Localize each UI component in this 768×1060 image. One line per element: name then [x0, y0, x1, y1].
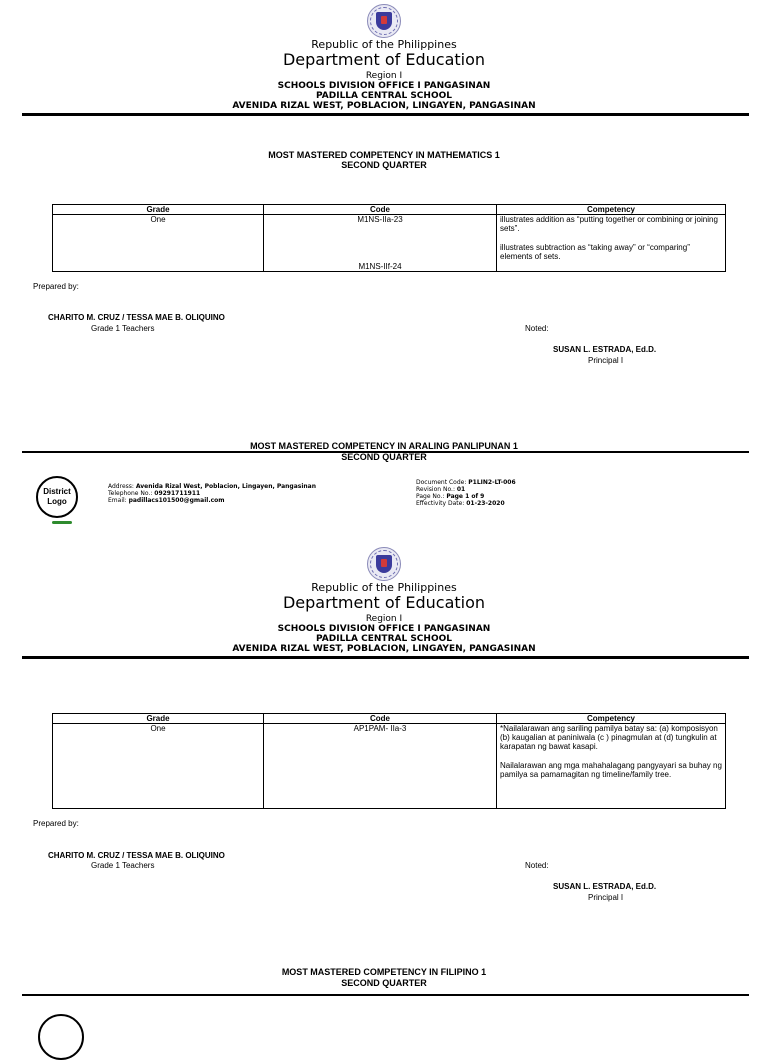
- school-address: AVENIDA RIZAL WEST, POBLACION, LINGAYEN, PANGASINAN: [232, 101, 536, 111]
- prepared-by-label: Prepared by:: [33, 282, 79, 291]
- deped-seal-icon: [367, 4, 401, 38]
- competency-text: *Nailalarawan ang sariling pamilya batay sa: (a) komposisyon (b) kaugalian at paniniwala (c ) pinagmulan at (d) tungkulin at karapatan ng bawat kasapi.: [500, 724, 718, 751]
- prepared-by-label: Prepared by:: [33, 819, 79, 828]
- next-doc-title: MOST MASTERED COMPETENCY IN FILIPINO 1: [281, 967, 487, 977]
- column-header: Code: [264, 205, 497, 215]
- teachers-name: CHARITO M. CRUZ / TESSA MAE B. OLIQUINO: [48, 851, 225, 860]
- page-divider: [22, 994, 749, 996]
- column-header: Competency: [497, 205, 726, 215]
- header-divider: [22, 656, 749, 659]
- principal-role: Principal I: [588, 893, 624, 902]
- school-label: PADILLA CENTRAL SCHOOL: [316, 634, 452, 644]
- next-doc-subtitle: SECOND QUARTER: [341, 452, 427, 462]
- noted-label: Noted:: [525, 324, 549, 333]
- table-row: [53, 724, 726, 809]
- teachers-role: Grade 1 Teachers: [91, 861, 155, 870]
- republic-label: Republic of the Philippines: [311, 581, 457, 594]
- region-label: Region I: [365, 71, 403, 81]
- department-title: Department of Education: [282, 50, 486, 69]
- footer-telephone: 09291711911: [154, 490, 201, 497]
- table-row: [53, 215, 726, 272]
- principal-role: Principal I: [588, 356, 624, 365]
- footer-email: padillacs101500@gmail.com: [128, 497, 225, 504]
- header-divider: [22, 113, 749, 116]
- district-logo-accent: [52, 521, 72, 524]
- code-cell: [264, 215, 497, 272]
- effectivity-date: 01-23-2020: [466, 500, 505, 507]
- competency-cell: [497, 215, 726, 272]
- doc-code: P1LIN2-LT-006: [468, 479, 516, 486]
- division-label: SCHOOLS DIVISION OFFICE I PANGASINAN: [277, 624, 491, 634]
- code-value: M1NS-IIf-24: [358, 262, 402, 271]
- district-logo-line: District: [43, 487, 71, 496]
- table-header-row: [53, 205, 726, 215]
- teachers-name: CHARITO M. CRUZ / TESSA MAE B. OLIQUINO: [48, 313, 225, 322]
- revision-no: 01: [456, 486, 466, 493]
- competency-table: [52, 204, 726, 272]
- footer-doc-info: Document Code: P1LIN2-LT-006 Revision No.: 01 Page No.: Page 1 of 9 Effectivity Date: 01-23-2020: [416, 479, 516, 507]
- division-label: SCHOOLS DIVISION OFFICE I PANGASINAN: [277, 81, 491, 91]
- doc-subtitle: SECOND QUARTER: [341, 160, 427, 170]
- next-doc-subtitle: SECOND QUARTER: [341, 978, 427, 988]
- table-header-row: [53, 714, 726, 724]
- principal-name: SUSAN L. ESTRADA, Ed.D.: [553, 345, 657, 354]
- grade-cell: One: [53, 215, 264, 272]
- next-doc-title: MOST MASTERED COMPETENCY IN ARALING PANLIPUNAN 1: [250, 441, 518, 451]
- column-header: Grade: [53, 205, 264, 215]
- doc-title: MOST MASTERED COMPETENCY IN MATHEMATICS 1: [268, 150, 500, 160]
- principal-name: SUSAN L. ESTRADA, Ed.D.: [553, 882, 657, 891]
- page-no: Page 1 of 9: [446, 493, 485, 500]
- competency-text: illustrates subtraction as “taking away” or “comparing” elements of sets.: [500, 243, 690, 261]
- competency-text: Nailalarawan ang mga mahahalagang pangyayari sa buhay ng pamilya sa pamamagitan ng timeline/family tree.: [500, 761, 722, 779]
- republic-label: Republic of the Philippines: [311, 38, 457, 51]
- code-cell: AP1PAM- IIa-3: [264, 724, 497, 809]
- department-title: Department of Education: [282, 593, 486, 612]
- column-header: Competency: [497, 714, 726, 724]
- deped-seal-icon: [367, 547, 401, 581]
- district-logo-line: Logo: [47, 497, 67, 506]
- region-label: Region I: [365, 614, 403, 624]
- district-logo: [36, 476, 78, 518]
- column-header: Code: [264, 714, 497, 724]
- footer-contact: Address: Avenida Rizal West, Poblacion, Lingayen, Pangasinan Telephone No.: 09291711911 Email: padillacs101500@gmail.com: [108, 483, 316, 504]
- code-value: M1NS-IIa-23: [357, 215, 403, 224]
- competency-cell: [497, 724, 726, 809]
- grade-cell: One: [53, 724, 264, 809]
- teachers-role: Grade 1 Teachers: [91, 324, 155, 333]
- district-logo-partial: [38, 1014, 84, 1060]
- noted-label: Noted:: [525, 861, 549, 870]
- footer-address: Avenida Rizal West, Poblacion, Lingayen, Pangasinan: [135, 483, 316, 490]
- school-address: AVENIDA RIZAL WEST, POBLACION, LINGAYEN, PANGASINAN: [232, 644, 536, 654]
- competency-table: [52, 713, 726, 809]
- column-header: Grade: [53, 714, 264, 724]
- competency-text: illustrates addition as “putting together or combining or joining sets”.: [500, 215, 718, 233]
- school-label: PADILLA CENTRAL SCHOOL: [316, 91, 452, 101]
